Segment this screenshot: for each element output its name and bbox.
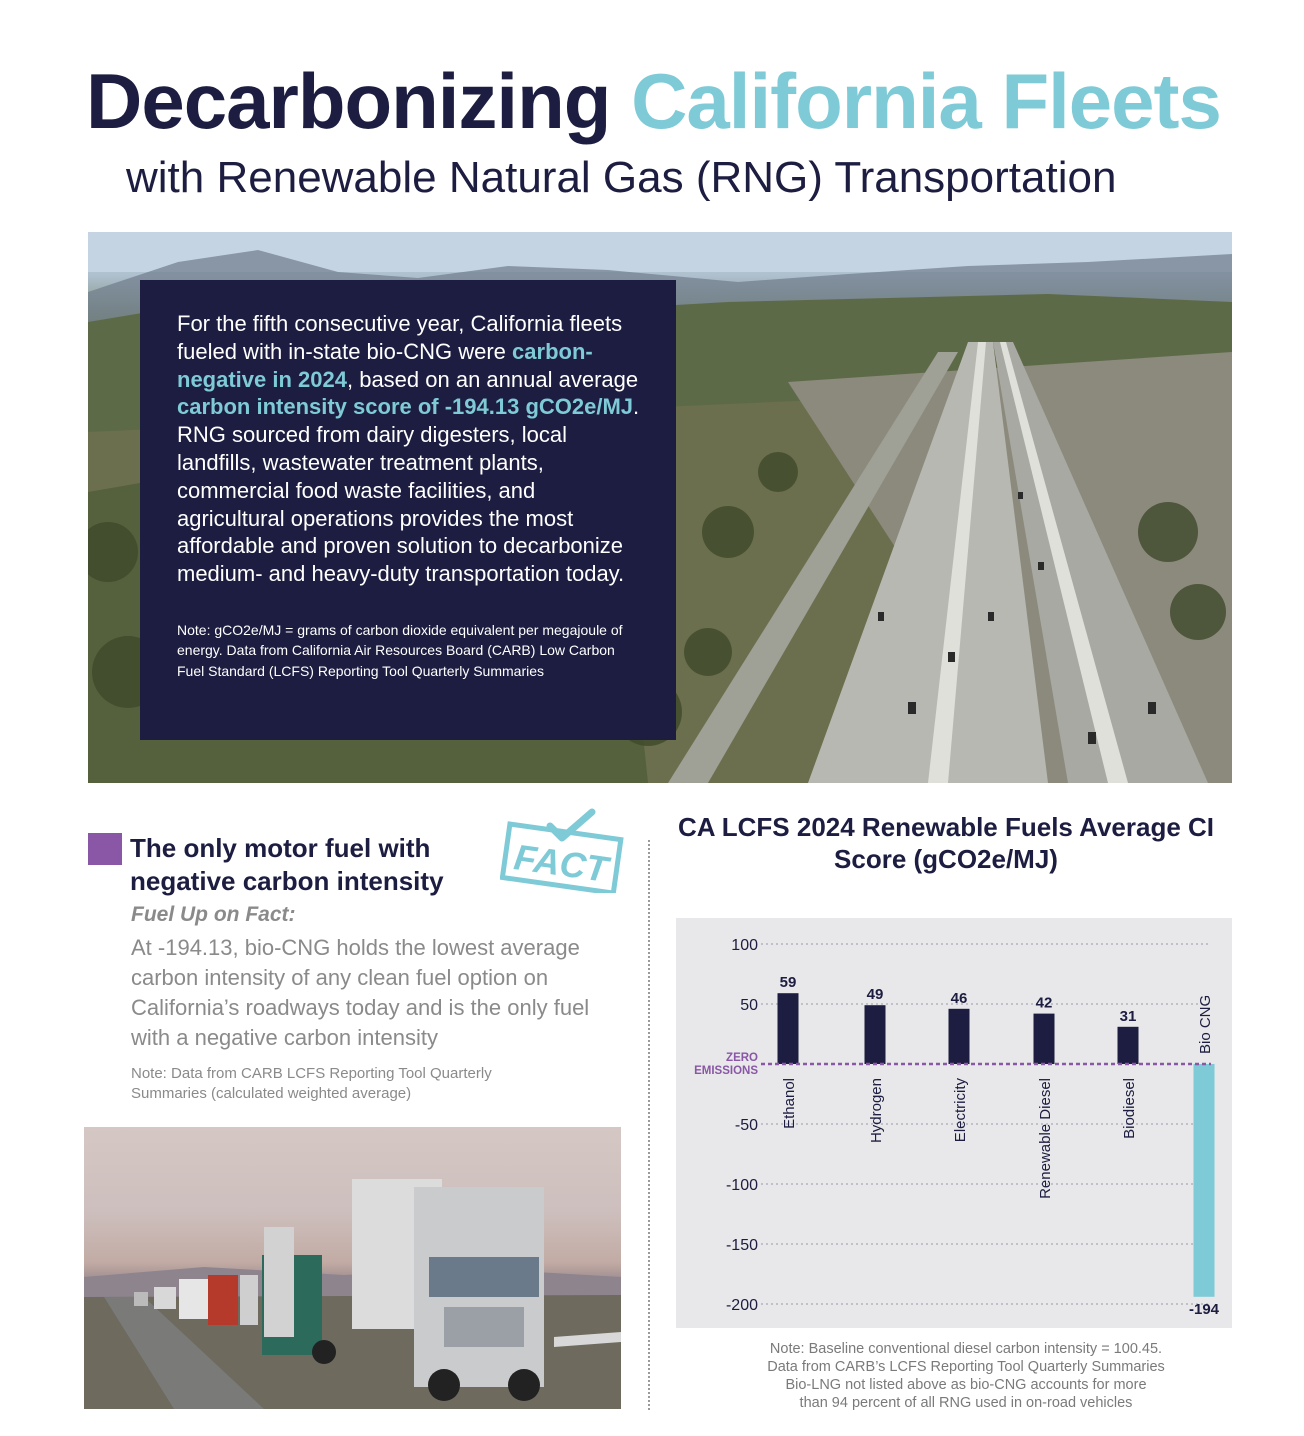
data-label: 42 [1035,994,1053,1012]
chart-y-ticks [726,937,758,1314]
page-subtitle: with Renewable Natural Gas (RNG) Transportation [126,153,1117,202]
title-part-1: Decarbonizing [86,57,611,145]
chart-area [676,918,1232,1328]
category-label: Biodiesel [1121,1078,1138,1139]
bar-biodiesel [1118,1027,1139,1064]
fact-subheading: Fuel Up on Fact: [131,903,296,926]
intro-text [177,310,640,588]
bar-ethanol [778,993,799,1064]
data-label: 46 [950,989,968,1007]
category-label: Electricity [952,1078,969,1143]
fact-stamp-icon [500,808,630,898]
y-tick-label: -50 [734,1117,758,1134]
trucks-illustration [84,1127,621,1409]
chart-note-line-4: than 94 percent of all RNG used in on-road vehicles [799,1395,1133,1411]
category-label: Renewable Diesel [1037,1078,1054,1199]
chart-note [676,1340,1256,1412]
zero-label-line-2: EMISSIONS [694,1065,758,1077]
intro-note: Note: gCO2e/MJ = grams of carbon dioxide equivalent per megajoule of energy. Data from California Air Resources Board (CARB) Low Carbon Fuel Standard (LCFS) Reporting Tool Quarterly Summaries [177,621,623,679]
data-label: 59 [779,974,797,992]
intro-highlight-1: carbon-negative in 2024 [177,338,593,392]
chart-note-line-1: Note: Baseline conventional diesel carbon intensity = 100.45. [769,1341,1163,1357]
page-title [86,58,1246,144]
title-part-2: California Fleets [631,57,1221,145]
chart-labels [780,974,1220,1318]
y-tick-label: -200 [725,1297,758,1314]
intro-text-1: For the fifth consecutive year, California fleets fueled with in-state bio-CNG were [177,311,623,364]
intro-callout [140,280,676,740]
chart-note-line-3: Bio-LNG not listed above as bio-CNG accounts for more [785,1377,1147,1393]
category-label: Ethanol [781,1078,798,1129]
chart-note-line-2: Data from CARB’s LCFS Reporting Tool Quarterly Summaries [767,1359,1165,1375]
ci-bar-chart [676,918,1232,1328]
y-tick-label: -150 [725,1237,758,1254]
chart-gridlines [761,944,1211,1304]
bar-electricity [949,1009,970,1064]
fact-stamp-text: FACT [511,836,611,890]
zero-label-line-1: ZERO [726,1052,758,1064]
fact-body: At -194.13, bio-CNG holds the lowest average carbon intensity of any clean fuel option on California’s roadways today and is the only fuel with a negative carbon intensity [131,935,590,1050]
category-label: Hydrogen [868,1078,885,1144]
y-tick-label: 100 [731,937,758,954]
y-tick-label: 50 [740,997,758,1014]
intro-highlight-2: carbon intensity score of -194.13 gCO2e/MJ [177,394,634,420]
data-label: 31 [1119,1007,1137,1025]
trucks-photo [84,1127,621,1409]
data-label: -194 [1188,1300,1220,1318]
chart-bars [778,993,1215,1297]
category-label: Bio CNG [1197,994,1214,1054]
bar-bio-cng [1194,1064,1215,1297]
intro-text-3: . RNG sourced from dairy digesters, local landfills, wastewater treatment plants, commercial food waste facilities, and agricultural operations provides the most affordable and proven solution to decarbonize medium- and heavy-duty transportation today. [177,394,640,587]
fact-heading: The only motor fuel with negative carbon intensity [130,833,444,896]
intro-text-2: , based on an annual average [346,366,639,392]
fact-note: Note: Data from CARB LCFS Reporting Tool Quarterly Summaries (calculated weighted average) [131,1065,492,1102]
section-marker-square [88,833,122,865]
bar-renewable-diesel [1034,1014,1055,1064]
y-tick-label: -100 [725,1177,758,1194]
data-label: 49 [866,986,884,1004]
column-divider [648,840,650,1410]
bar-hydrogen [865,1005,886,1064]
chart-title: CA LCFS 2024 Renewable Fuels Average CI Score (gCO2e/MJ) [677,812,1215,874]
